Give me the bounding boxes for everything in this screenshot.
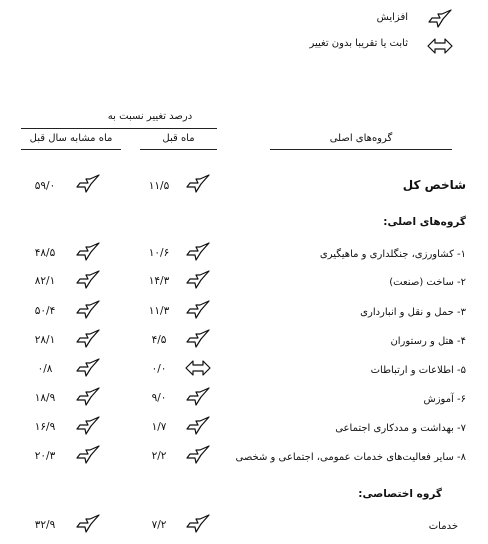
overall-last-year-trend-icon <box>76 174 102 194</box>
col-header-prev-month: ماه قبل <box>162 133 195 144</box>
last-year-value: ۲۸/۱ <box>34 334 56 346</box>
trend-increase-icon <box>76 416 102 436</box>
trend-increase-icon <box>76 329 102 349</box>
last-year-value: ۸۲/۱ <box>34 275 56 287</box>
legend-increase-label: افزایش <box>376 12 408 23</box>
last-year-value: ۱۶/۹ <box>34 421 56 433</box>
prev-month-value: ۱۴/۳ <box>148 275 170 287</box>
trend-increase-icon <box>76 445 102 465</box>
col-rule-last-year <box>21 149 121 150</box>
main-group-label: ۷- بهداشت و مددکاری اجتماعی <box>335 423 466 434</box>
last-year-value: ۱۸/۹ <box>34 392 56 404</box>
stable-arrow-icon <box>427 36 453 56</box>
trend-increase-icon <box>186 387 212 407</box>
trend-increase-icon <box>186 242 212 262</box>
last-year-value: ۵۰/۴ <box>34 305 56 317</box>
group-header-rule <box>21 128 217 129</box>
trend-increase-icon <box>186 270 212 290</box>
main-group-label: ۴- هتل و رستوران <box>390 336 466 347</box>
trend-increase-icon <box>76 270 102 290</box>
overall-prev-month-value: ۱۱/۵ <box>148 180 170 192</box>
main-group-label: ۱- کشاورزی، جنگلداری و ماهیگیری <box>319 249 466 260</box>
col-header-same-month-last-year: ماه مشابه سال قبل <box>29 133 113 144</box>
trend-increase-icon <box>76 387 102 407</box>
prev-month-value: ۴/۵ <box>151 334 167 346</box>
special-groups-title: گروه اختصاصی: <box>358 488 442 500</box>
last-year-value: ۳۲/۹ <box>34 519 56 531</box>
prev-month-value: ۲/۲ <box>151 450 167 462</box>
col-rule-main-groups <box>270 149 452 150</box>
prev-month-value: ۷/۲ <box>151 519 167 531</box>
trend-increase-icon <box>186 514 212 534</box>
trend-increase-icon <box>186 329 212 349</box>
main-group-label: ۵- اطلاعات و ارتباطات <box>370 365 466 376</box>
col-rule-prev-month <box>140 149 217 150</box>
trend-increase-icon <box>76 242 102 262</box>
col-header-main-groups: گروه‌های اصلی <box>329 133 393 144</box>
trend-stable-icon <box>185 358 211 378</box>
trend-increase-icon <box>186 300 212 320</box>
trend-increase-icon <box>186 416 212 436</box>
overall-last-year-value: ۵۹/۰ <box>34 180 56 192</box>
prev-month-value: ۰/۰ <box>151 363 167 375</box>
main-group-label: ۸- سایر فعالیت‌های خدمات عمومی، اجتماعی و شخصی <box>235 452 466 463</box>
group-header: درصد تغییر نسبت به <box>107 111 193 122</box>
last-year-value: ۴۸/۵ <box>34 247 56 259</box>
prev-month-value: ۱/۷ <box>151 421 167 433</box>
increase-arrow-icon <box>428 9 454 29</box>
prev-month-value: ۹/۰ <box>151 392 167 404</box>
trend-increase-icon <box>186 445 212 465</box>
trend-increase-icon <box>76 514 102 534</box>
main-group-label: ۶- آموزش <box>423 394 466 405</box>
prev-month-value: ۱۰/۶ <box>148 247 170 259</box>
main-group-label: ۳- حمل و نقل و انبارداری <box>360 307 466 318</box>
last-year-value: ۲۰/۳ <box>34 450 56 462</box>
legend-stable-label: ثابت یا تقریبا بدون تغییر <box>309 38 408 49</box>
last-year-value: ۰/۸ <box>37 363 53 375</box>
trend-increase-icon <box>76 300 102 320</box>
overall-prev-month-trend-icon <box>186 174 212 194</box>
overall-index-label: شاخص کل <box>402 178 466 192</box>
main-group-label: ۲- ساخت (صنعت) <box>389 277 466 288</box>
prev-month-value: ۱۱/۳ <box>148 305 170 317</box>
special-group-label: خدمات <box>428 521 458 532</box>
trend-increase-icon <box>76 358 102 378</box>
main-groups-title: گروه‌های اصلی: <box>383 216 466 228</box>
